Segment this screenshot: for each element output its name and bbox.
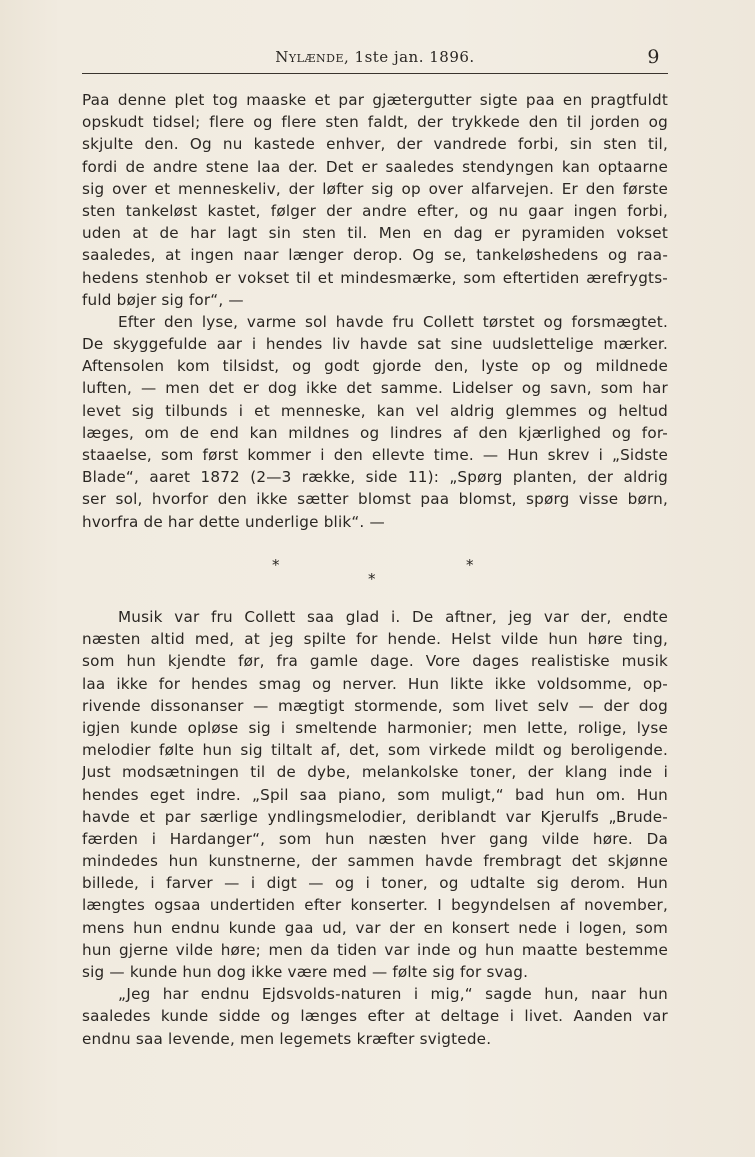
text-line: igjen kunde opløse sig i smeltende harmonier; men lette, rolige, lyse — [82, 718, 668, 737]
text-line: uden at de har lagt sin sten til. Men en dag er pyramiden vokset — [82, 224, 668, 243]
text-line: som hun kjendte før, fra gamle dage. Vore dages realistiske musik — [82, 652, 668, 671]
text-line: hvorfra de har dette underlige blik“. — — [82, 512, 385, 531]
text-line: sig over et menneskeliv, der løfter sig op over alfarvejen. Er den første — [82, 179, 668, 198]
text-line: hun gjerne vilde høre; men da tiden var inde og hun maatte bestemme — [82, 940, 668, 959]
text-line: Musik var fru Collett saa glad i. De aftner, jeg var der, endte — [118, 608, 668, 626]
text-line: luften, — men det er dog ikke det samme. Lidelser og savn, som har — [82, 379, 668, 398]
section-separator — [82, 556, 668, 596]
text-line: saaledes kunde sidde og længes efter at deltage i livet. Aanden var — [82, 1007, 668, 1026]
text-line: Efter den lyse, varme sol havde fru Collett tørstet og forsmægtet. — [118, 312, 668, 331]
text-line: levet sig tilbunds i et menneske, kan vel aldrig glemmes og heltud — [82, 401, 668, 420]
separator-star: * — [272, 556, 280, 574]
text-line: staaelse, som først kommer i den ellevte time. — Hun skrev i „Sidste — [82, 446, 668, 464]
text-line: færden i Hardanger“, som hun næsten hver gang vilde høre. Da — [82, 829, 668, 848]
text-line: fordi de andre stene laa der. Det er saaledes stendyngen kan optaarne — [82, 157, 668, 176]
text-line: hedens stenhob er vokset til et mindesmærke, som eftertiden ærefrygts- — [82, 268, 668, 287]
header-title — [82, 48, 668, 66]
text-line: endnu saa levende, men legemets kræfter svigtede. — [82, 1029, 492, 1048]
text-line: opskudt tidsel; flere og flere sten faldt, der trykkede den til jorden og — [82, 113, 668, 132]
text-line: laa ikke for hendes smag og nerver. Hun likte ikke voldsomme, op- — [82, 674, 668, 693]
text-line: Just modsætningen til de dybe, melankolske toner, der klang inde i — [82, 763, 668, 782]
paragraph-music — [82, 606, 668, 1050]
text-line: mens hun endnu kunde gaa ud, var der en konsert nede i logen, som — [82, 918, 668, 937]
text-line: Blade“, aaret 1872 (2—3 række, side 11): „Spørg planten, der aldrig — [82, 468, 668, 487]
text-line: saaledes, at ingen naar længer derop. Og se, tankeløshedens og raa- — [82, 246, 668, 265]
text-line: Paa denne plet tog maaske et par gjætergutter sigte paa en pragtfuldt — [82, 91, 668, 109]
text-line: næsten altid med, at jeg spilte for hende. Helst vilde hun høre ting, — [82, 630, 668, 649]
text-line: længtes ogsaa undertiden efter konserter. I begyndelsen af november, — [82, 896, 668, 915]
text-line: sig — kunde hun dog ikke være med — følte sig for svag. — [82, 963, 529, 981]
text-line: havde et par særlige yndlingsmelodier, deriblandt var Kjerulfs „Brude- — [82, 807, 668, 826]
header-rule — [82, 73, 668, 74]
separator-star: * — [368, 570, 376, 588]
text-line: ser sol, hvorfor den ikke sætter blomst paa blomst, spørg visse børn, — [82, 490, 668, 509]
journal-name: Nylænde, — [275, 48, 350, 66]
text-line: fuld bøjer sig for“, — — [82, 290, 244, 309]
running-header — [82, 46, 668, 72]
text-line: Aftensolen kom tilsidst, og godt gjorde den, lyste op og mildnede — [82, 357, 668, 376]
issue-date: 1ste jan. 1896. — [354, 48, 475, 66]
text-line: sten tankeløst kastet, følger der andre efter, og nu gaar ingen forbi, — [82, 201, 668, 220]
text-line: læges, om de end kan mildnes og lindres af den kjærlighed og for- — [82, 423, 668, 442]
text-line: mindedes hun kunstnerne, der sammen havde frembragt det skjønne — [82, 852, 668, 871]
text-line: „Jeg har endnu Ejdsvolds-naturen i mig,“ sagde hun, naar hun — [118, 985, 668, 1004]
text-line: hendes eget indre. „Spil saa piano, som muligt,“ bad hun om. Hun — [82, 785, 668, 804]
text-line: melodier følte hun sig tiltalt af, det, som virkede mildt og beroligende. — [82, 741, 668, 760]
page-number: 9 — [647, 46, 660, 68]
text-line: billede, i farver — i digt — og i toner, og udtalte sig derom. Hun — [82, 874, 668, 893]
text-line: rivende dissonanser — mægtigt stormende, som livet selv — der dog — [82, 696, 668, 715]
separator-star: * — [466, 556, 474, 574]
text-line: De skyggefulde aar i hendes liv havde sat sine uudslettelige mærker. — [82, 335, 668, 354]
text-line: skjulte den. Og nu kastede enhver, der vandrede forbi, sin sten til, — [82, 135, 668, 154]
paragraph-stone-heap — [82, 89, 668, 533]
